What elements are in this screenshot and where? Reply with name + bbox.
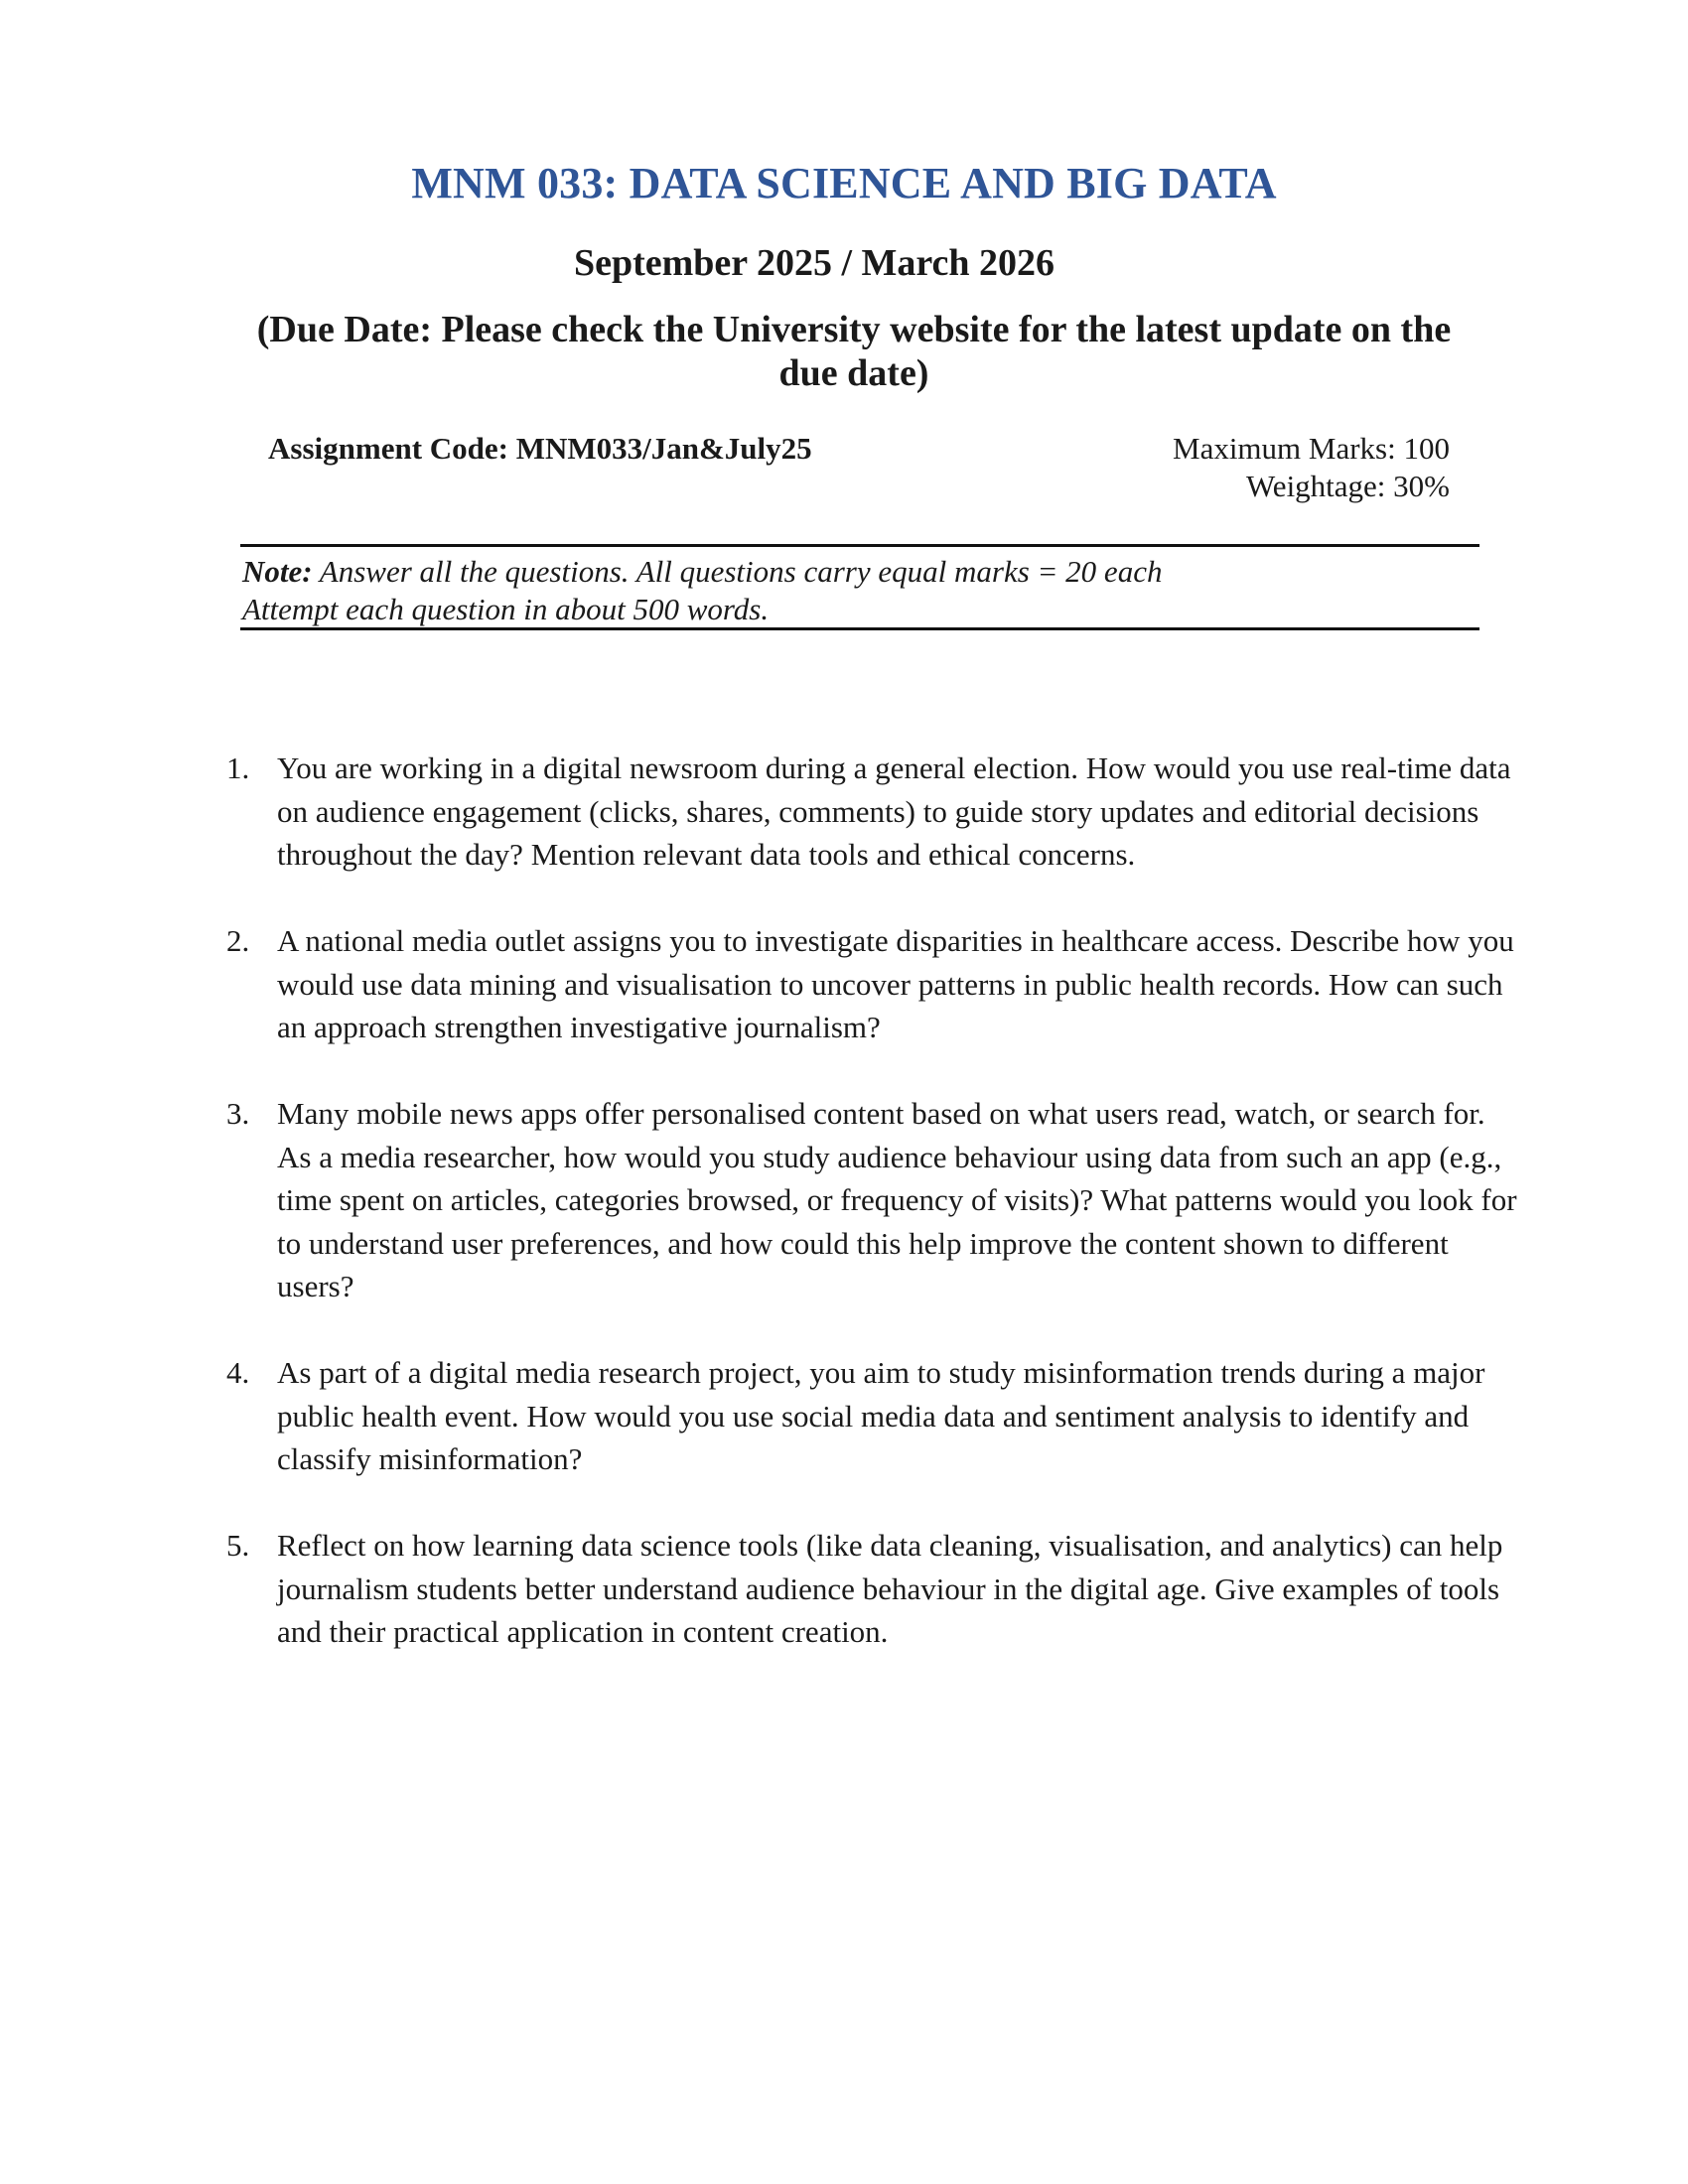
maximum-marks: Maximum Marks: 100	[1173, 431, 1450, 466]
question-item	[226, 919, 1517, 1049]
question-item	[226, 1351, 1517, 1481]
note-text: Answer all the questions. All questions carry equal marks = 20 each	[319, 554, 1163, 589]
question-text: Many mobile news apps offer personalised content based on what users read, watch, or search for. As a media researcher, how would you study audience behaviour using data from such an app (e.g., time spent on articles, categories browsed, or frequency of visits)? What patterns would you look for to understand user preferences, and how could this help improve the content shown to different users?	[277, 1096, 1517, 1303]
question-text: A national media outlet assigns you to investigate disparities in healthcare access. Describe how you would use data mining and visualisation to uncover patterns in public health records. How can such an approach strengthen investigative journalism?	[277, 923, 1514, 1044]
due-date-notice: (Due Date: Please check the University website for the latest update on the due date)	[256, 309, 1452, 394]
assignment-code: Assignment Code: MNM033/Jan&July25	[268, 431, 812, 466]
question-text: As part of a digital media research project, you aim to study misinformation trends during a major public health event. How would you use social media data and sentiment analysis to identify and classify misinformation?	[277, 1355, 1485, 1476]
question-number: 1.	[226, 751, 250, 785]
note-label: Note:	[242, 554, 313, 589]
marks-block	[1173, 430, 1450, 505]
note-line-2: Attempt each question in about 500 words.	[242, 592, 770, 626]
note-box	[242, 553, 1474, 628]
question-number: 5.	[226, 1528, 250, 1563]
question-number: 3.	[226, 1096, 250, 1131]
top-divider	[240, 544, 1479, 547]
question-text: You are working in a digital newsroom during a general election. How would you use real-time data on audience engagement (clicks, shares, comments) to guide story updates and editorial decisions throughout the day? Mention relevant data tools and ethical concerns.	[277, 751, 1511, 872]
question-number: 4.	[226, 1355, 250, 1390]
question-item	[226, 747, 1517, 877]
question-text: Reflect on how learning data science tools (like data cleaning, visualisation, and analytics) can help journalism students better understand audience behaviour in the digital age. Give examples of tools and their practical application in content creation.	[277, 1528, 1503, 1649]
weightage: Weightage: 30%	[1246, 469, 1450, 503]
session-heading: September 2025 / March 2026	[573, 242, 1055, 284]
question-item	[226, 1524, 1517, 1654]
note-line-1	[242, 553, 1474, 591]
course-title: MNM 033: DATA SCIENCE AND BIG DATA	[411, 159, 1277, 207]
bottom-divider	[240, 627, 1479, 630]
question-item	[226, 1092, 1517, 1308]
question-list	[226, 747, 1517, 1697]
question-number: 2.	[226, 923, 250, 958]
